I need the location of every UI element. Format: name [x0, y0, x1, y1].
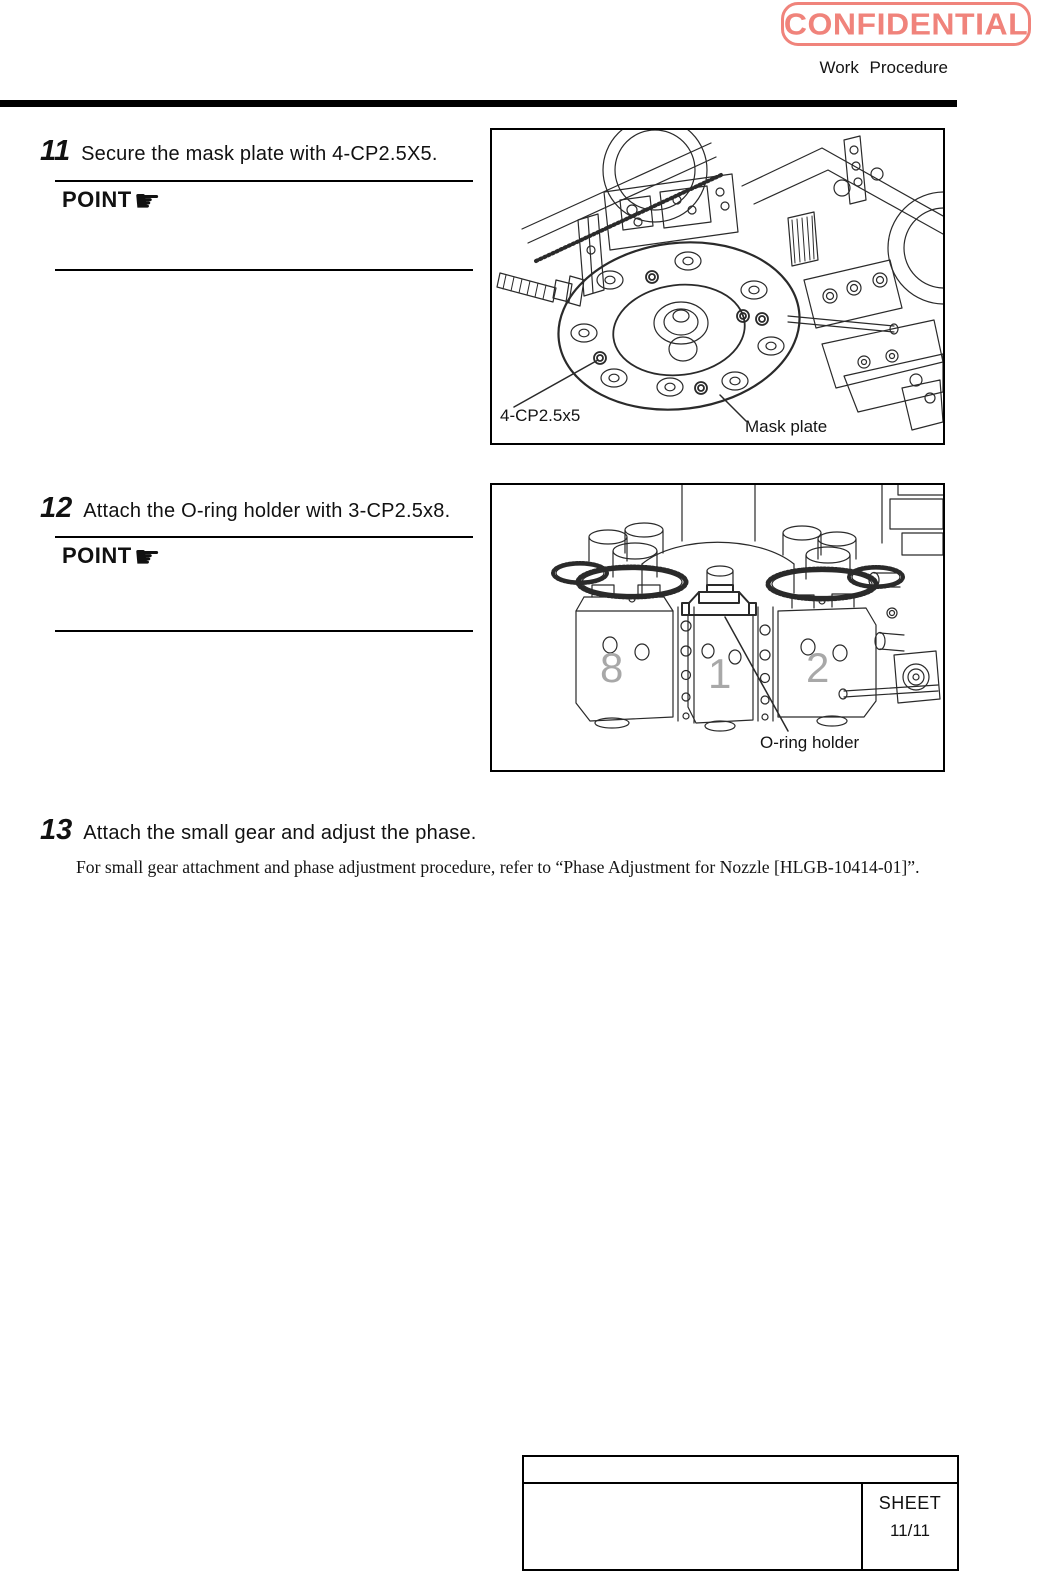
sheet-table-empty-cell [524, 1484, 861, 1569]
step-12-title: Attach the O-ring holder with 3-CP2.5x8. [83, 500, 451, 522]
sheet-info-table [522, 1455, 959, 1571]
page-header-title: Work Procedure [819, 58, 948, 77]
figure-oring-holder [490, 483, 945, 772]
step-12-heading [40, 494, 450, 523]
pointing-hand-icon: ☛ [133, 541, 161, 574]
step-11-number: 11 [40, 135, 71, 167]
point-box-bottom-rule [55, 269, 473, 271]
point-label: POINT [62, 543, 132, 568]
step-13-number: 13 [40, 814, 73, 846]
point-box-top-rule [55, 536, 473, 538]
step-12-number: 12 [40, 492, 73, 524]
oring-holder-line-art [492, 485, 943, 770]
sheet-number-cell [861, 1484, 957, 1569]
figure1-plate-label: Mask plate [745, 417, 828, 436]
point-box-top-rule [55, 180, 473, 182]
mask-plate-line-art [492, 130, 943, 443]
confidential-stamp [781, 2, 1031, 46]
sheet-table-empty-row [524, 1457, 957, 1484]
figure2-callout-label: O-ring holder [760, 733, 860, 752]
sheet-page-value: 11/11 [889, 1521, 931, 1540]
figure2-block-number-1: 1 [708, 650, 732, 697]
figure-mask-plate [490, 128, 945, 445]
confidential-stamp-text: CONFIDENTIAL [783, 6, 1029, 41]
point-label: POINT [62, 187, 132, 212]
figure2-block-number-2: 2 [806, 644, 830, 691]
step-13-heading [40, 816, 477, 845]
pointing-hand-icon: ☛ [133, 185, 161, 218]
header-divider-bar [0, 100, 957, 107]
figure2-block-number-8: 8 [600, 644, 624, 691]
point-callout-11 [62, 185, 161, 218]
step-11-heading [40, 137, 438, 166]
step-13-title: Attach the small gear and adjust the phase. [83, 822, 477, 844]
step-13-note: For small gear attachment and phase adjustment procedure, refer to “Phase Adjustment for Nozzle [HLGB-10414-01]”. [76, 857, 920, 877]
point-box-bottom-rule [55, 630, 473, 632]
point-callout-12 [62, 541, 161, 574]
step-11-title: Secure the mask plate with 4-CP2.5X5. [81, 143, 438, 165]
sheet-label: SHEET [878, 1493, 942, 1513]
figure1-screw-label: 4-CP2.5x5 [500, 406, 581, 425]
